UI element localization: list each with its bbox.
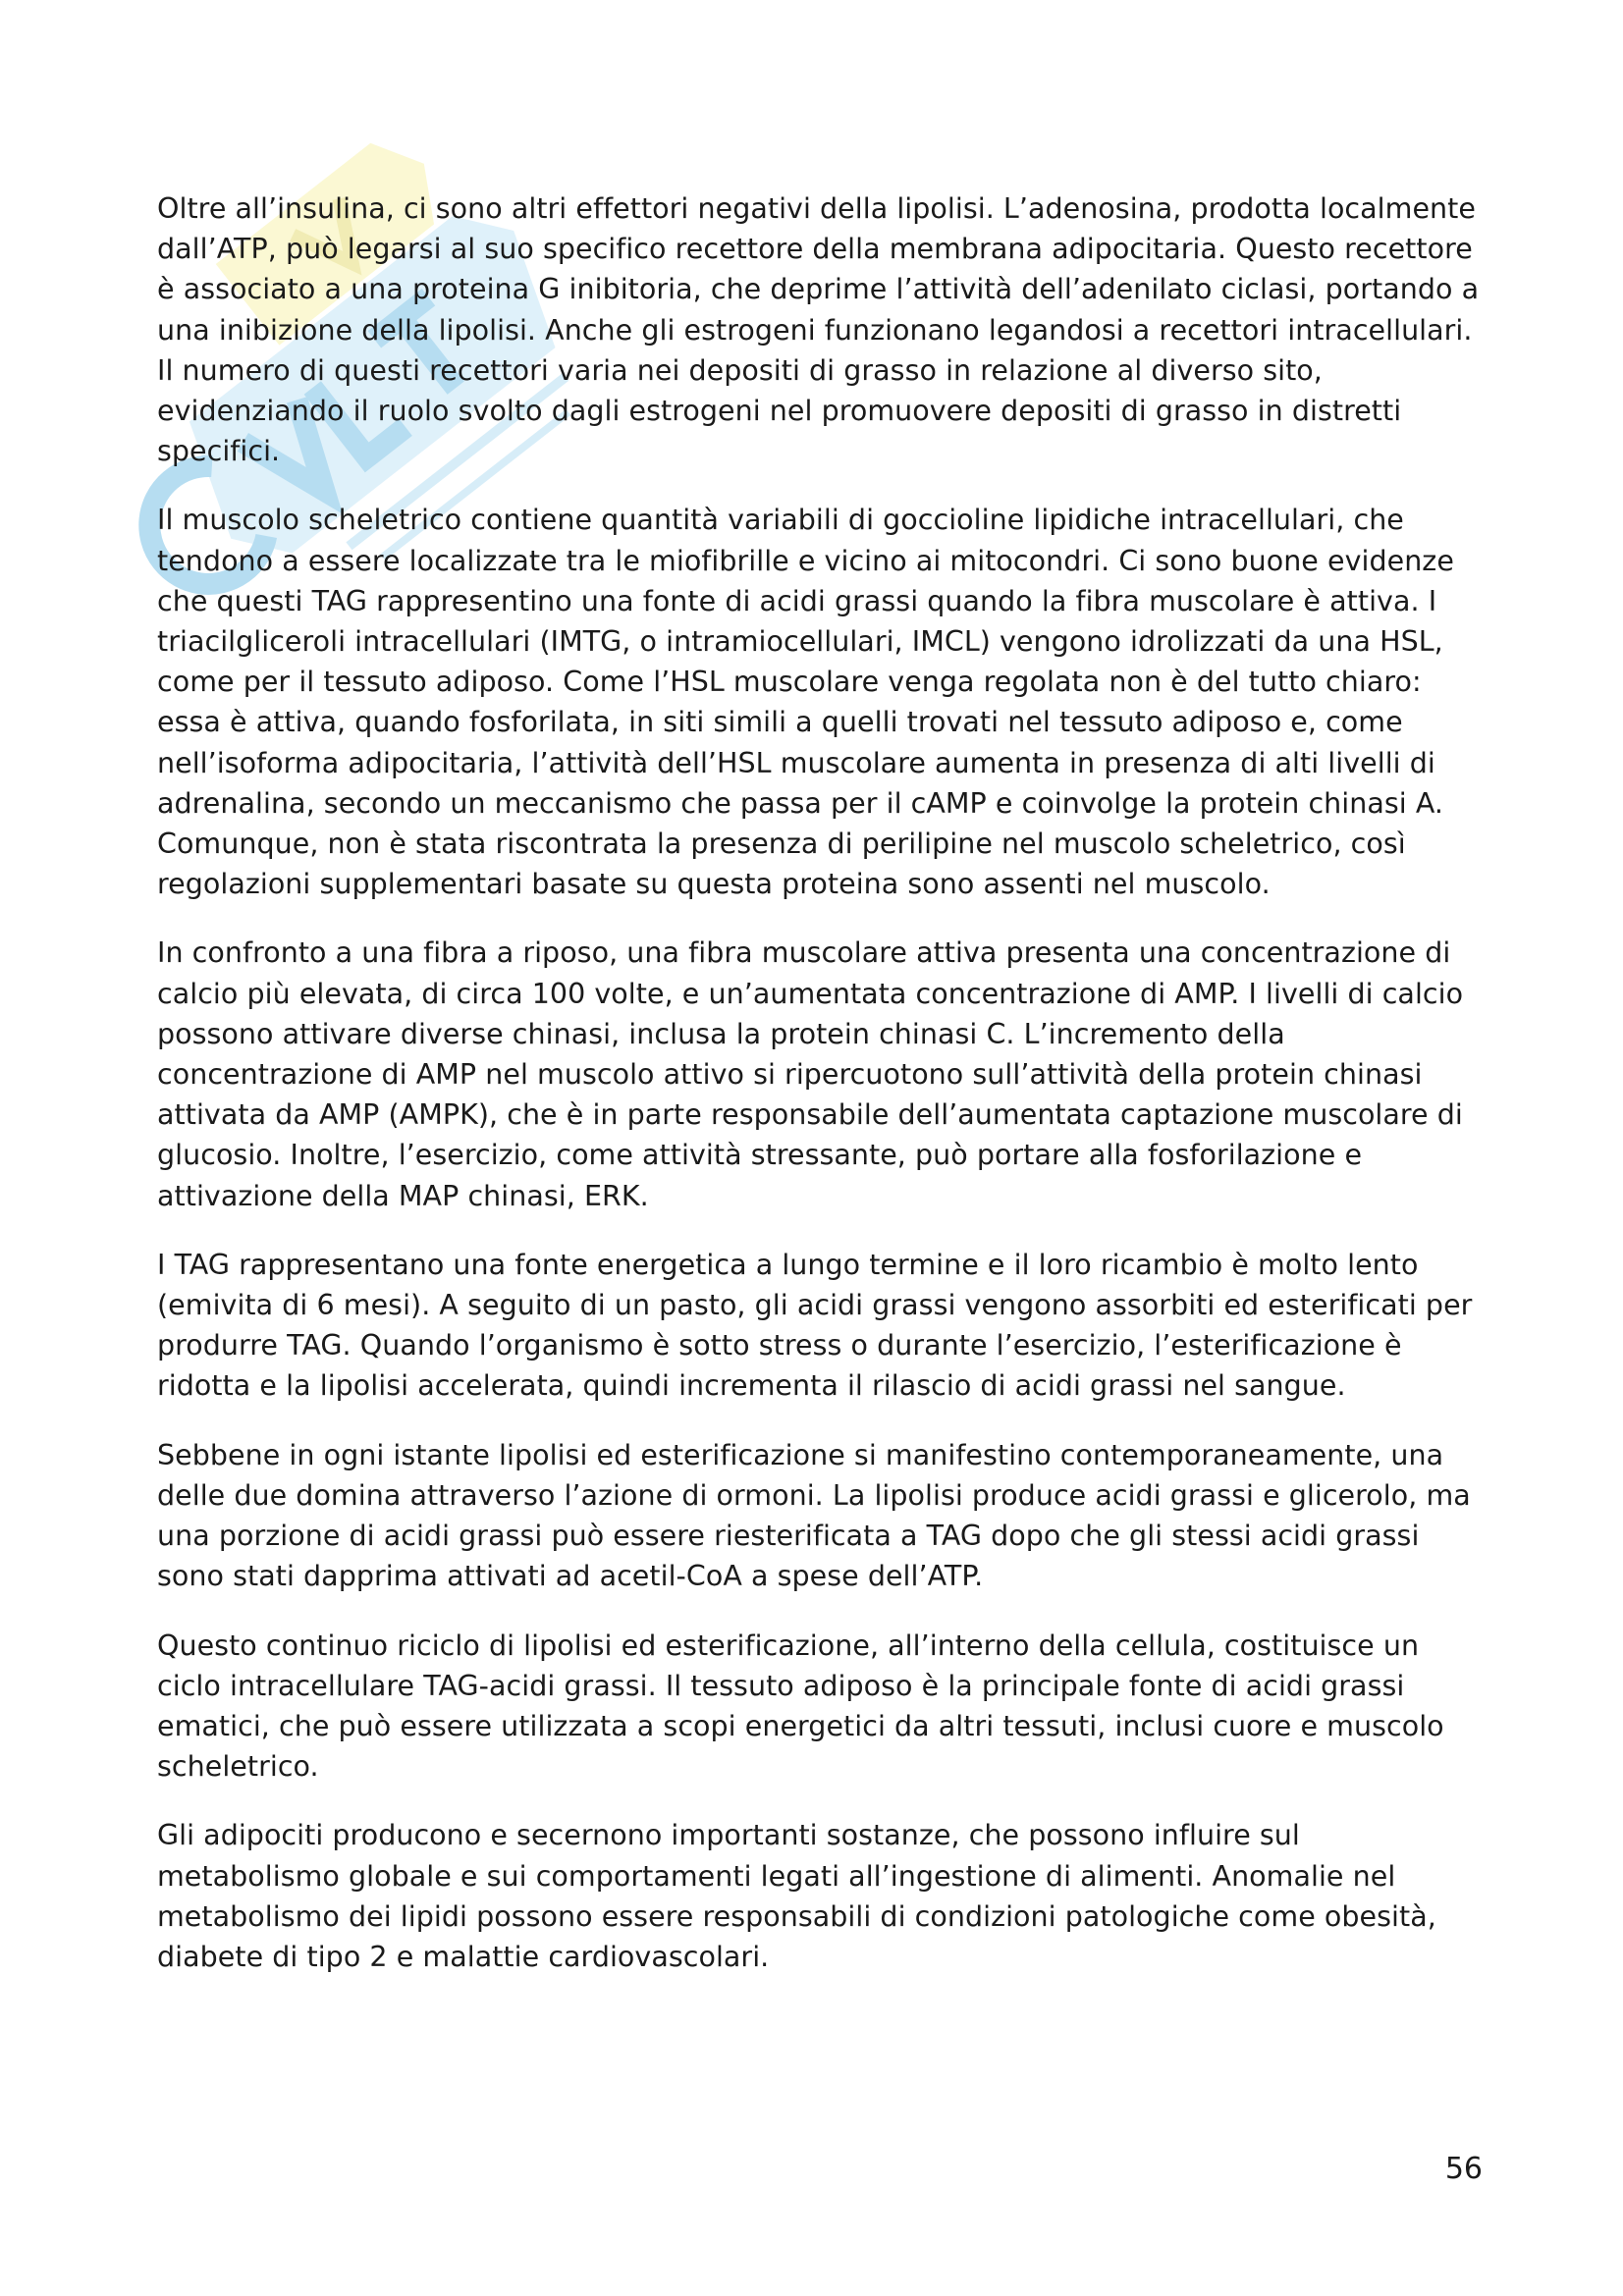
page-number: 56	[1444, 2152, 1483, 2186]
paragraph: In confronto a una fibra a riposo, una fibra muscolare attiva presenta una concentrazione di calcio più elevata, di circa 100 volte, e un’aumentata concentrazione di AMP. I livelli di calcio possono attivare diverse chinasi, inclusa la protein chinasi C. L’incremento della concentrazione di AMP nel muscolo attivo si ripercuotono sull’attività della protein chinasi attivata da AMP (AMPK), che è in parte responsabile dell’aumentata captazione muscolare di glucosio. Inoltre, l’esercizio, come attività stressante, può portare alla fosforilazione e attivazione della MAP chinasi, ERK.	[157, 936, 1464, 1212]
paragraph: Il muscolo scheletrico contiene quantità variabili di goccioline lipidiche intracellulari, che tendono a essere localizzate tra le miofibrille e vicino ai mitocondri. Ci sono buone evidenze che questi TAG rappresentino una fonte di acidi grassi quando la fibra muscolare è attiva. I triacilgliceroli intracellulari (IMTG, o intramiocellulari, IMCL) vengono idrolizzati da una HSL, come per il tessuto adiposo. Come l’HSL muscolare venga regolata non è del tutto chiaro: essa è attiva, quando fosforilata, in siti simili a quelli trovati nel tessuto adiposo e, come nell’isoforma adipocitaria, l’attività dell’HSL muscolare aumenta in presenza di alti livelli di adrenalina, secondo un meccanismo che passa per il cAMP e coinvolge la protein chinasi A. Comunque, non è stata riscontrata la presenza di perilipine nel muscolo scheletrico, così regolazioni supplementari basate su questa proteina sono assenti nel muscolo.	[157, 504, 1454, 901]
paragraph: I TAG rappresentano una fonte energetica a lungo termine e il loro ricambio è molto lento (emivita di 6 mesi). A seguito di un pasto, gli acidi grassi vengono assorbiti ed esterificati per produrre TAG. Quando l’organismo è sotto stress o durante l’esercizio, l’esterificazione è ridotta e la lipolisi accelerata, quindi incrementa il rilascio di acidi grassi nel sangue.	[157, 1248, 1473, 1403]
document-body	[157, 188, 1483, 2005]
paragraph: Questo continuo riciclo di lipolisi ed esterificazione, all’interno della cellula, costituisce un ciclo intracellulare TAG-acidi grassi. Il tessuto adiposo è la principale fonte di acidi grassi ematici, che può essere utilizzata a scopi energetici da altri tessuti, inclusi cuore e muscolo scheletrico.	[157, 1629, 1444, 1784]
paragraph: Sebbene in ogni istante lipolisi ed esterificazione si manifestino contemporaneamente, una delle due domina attraverso l’azione di ormoni. La lipolisi produce acidi grassi e glicerolo, ma una porzione di acidi grassi può essere riesterificata a TAG dopo che gli stessi acidi grassi sono stati dapprima attivati ad acetil-CoA a spese dell’ATP.	[157, 1438, 1471, 1593]
paragraph: Oltre all’insulina, ci sono altri effettori negativi della lipolisi. L’adenosina, prodotta localmente dall’ATP, può legarsi al suo specifico recettore della membrana adipocitaria. Questo recettore è associato a una proteina G inibitoria, che deprime l’attività dell’adenilato ciclasi, portando a una inibizione della lipolisi. Anche gli estrogeni funzionano legandosi a recettori intracellulari. Il numero di questi recettori varia nei depositi di grasso in relazione al diverso sito, evidenziando il ruolo svolto dagli estrogeni nel promuovere depositi di grasso in distretti specifici.	[157, 192, 1480, 468]
paragraph: Gli adipociti producono e secernono importanti sostanze, che possono influire sul metabolismo globale e sui comportamenti legati all’ingestione di alimenti. Anomalie nel metabolismo dei lipidi possono essere responsabili di condizioni patologiche come obesità, diabete di tipo 2 e malattie cardiovascolari.	[157, 1819, 1436, 1973]
